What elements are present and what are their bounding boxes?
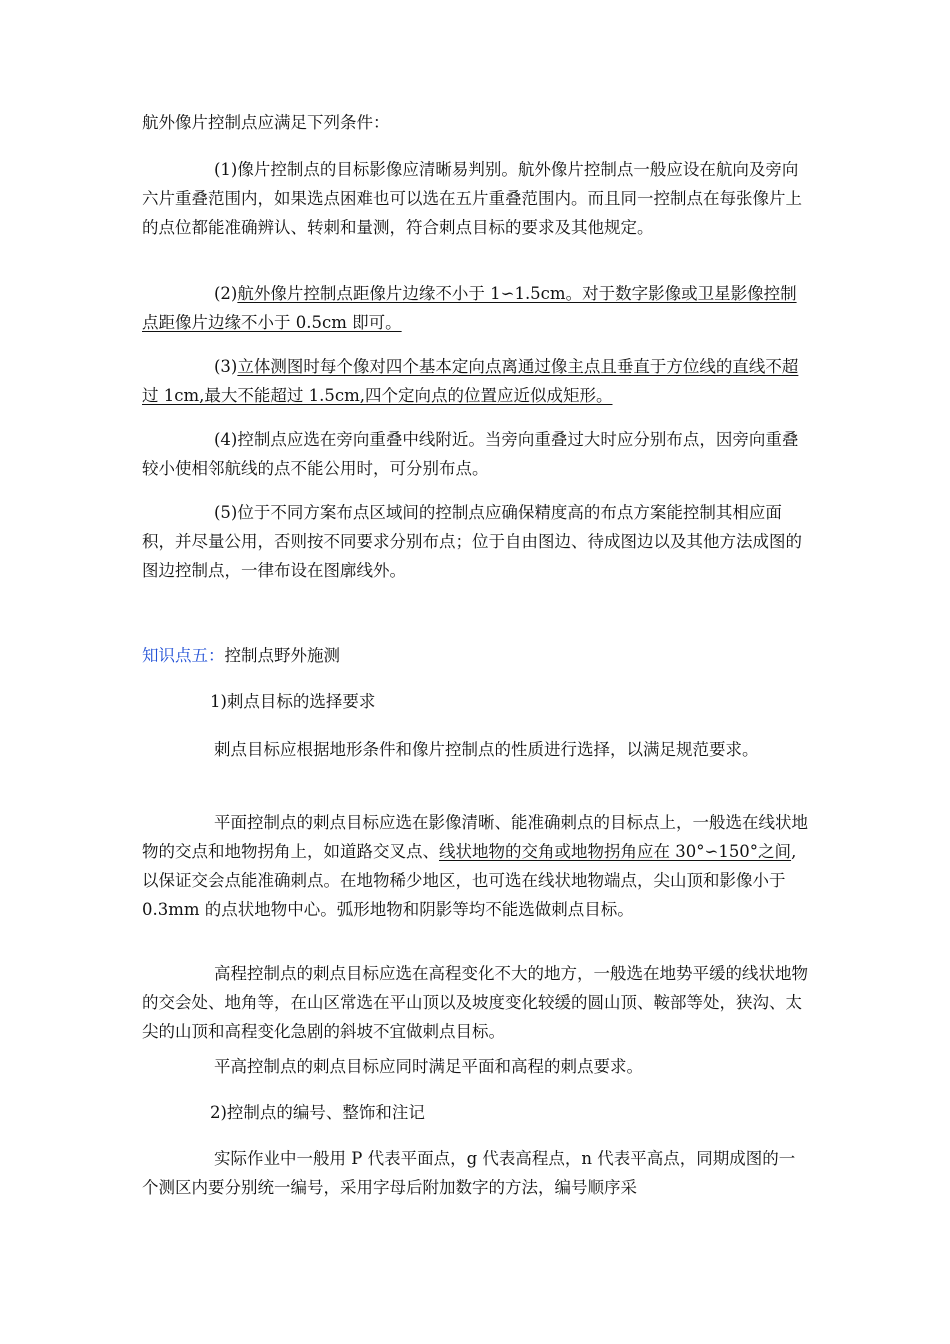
condition-3-num: (3) xyxy=(214,357,238,376)
condition-5-text: 位于不同方案布点区域间的控制点应确保精度高的布点方案能控制其相应面积，并尽量公用，否则按不同要求分别布点；位于自由图边、待成图边以及其他方法成图的图边控制点，一律布设在图廓线外。 xyxy=(142,503,802,580)
condition-4-num: (4) xyxy=(214,430,238,449)
sec1-p2-text-b: ,以保证交会点能准确刺点。在地物稀少地区，也可选在线状地物端点，尖山顶和影像小于 0.3mm 的点状地物中心。弧形地物和阴影等均不能选做刺点目标。 xyxy=(142,842,797,919)
condition-3-text: 立体测图时每个像对四个基本定向点离通过像主点且垂直于方位线的直线不超过 1cm,最大不能超过 1.5cm,四个定向点的位置应近似成矩形。 xyxy=(142,357,799,405)
section-1-paragraph-3: 高程控制点的刺点目标应选在高程变化不大的地方，一般选在地势平缓的线状地物的交会处、地角等，在山区常选在平山顶以及坡度变化较缓的圆山顶、鞍部等处，狭沟、太尖的山顶和高程变化急剧的斜坡不宜做刺点目标。 xyxy=(142,964,808,1041)
condition-1-text: 像片控制点的目标影像应清晰易判别。航外像片控制点一般应设在航向及旁向六片重叠范围内，如果选点困难也可以选在五片重叠范围内。而且同一控制点在每张像片上的点位都能准确辨认、转刺和量测，符合刺点目标的要求及其他规定。 xyxy=(142,160,802,237)
condition-5 xyxy=(142,498,810,585)
condition-2-num: (2) xyxy=(214,284,238,303)
condition-3 xyxy=(142,352,810,410)
knowledge-label: 知识点五： xyxy=(142,646,225,665)
sec1-p2-underlined: 线状地物的交角或地物拐角应在 30°∽150°之间 xyxy=(439,842,792,861)
condition-1-num: (1) xyxy=(214,160,238,179)
condition-4-text: 控制点应选在旁向重叠中线附近。当旁向重叠过大时应分别布点，因旁向重叠较小使相邻航线的点不能公用时，可分别布点。 xyxy=(142,430,799,478)
condition-2 xyxy=(142,279,810,337)
section-1-paragraph-2 xyxy=(142,808,810,924)
condition-2-text: 航外像片控制点距像片边缘不小于 1∽1.5cm。对于数字影像或卫星影像控制点距像片边缘不小于 0.5cm 即可。 xyxy=(142,284,797,332)
condition-5-num: (5) xyxy=(214,503,238,522)
section-2-paragraph-1: 实际作业中一般用 P 代表平面点，g 代表高程点，n 代表平高点，同期成图的一个测区内要分别统一编号，采用字母后附加数字的方法，编号顺序采 xyxy=(142,1149,796,1197)
section-1-paragraph-1: 刺点目标应根据地形条件和像片控制点的性质进行选择，以满足规范要求。 xyxy=(214,740,759,759)
knowledge-heading xyxy=(142,641,340,670)
condition-1 xyxy=(142,155,810,242)
section-1-paragraph-4: 平高控制点的刺点目标应同时满足平面和高程的刺点要求。 xyxy=(214,1057,643,1076)
sec1-p2-text-a: 平面控制点的刺点目标应选在影像清晰、能准确刺点的目标点上，一般选在线状地物的交点和地物拐角上，如道路交叉点、 xyxy=(142,813,808,861)
section-2-title: 2)控制点的编号、整饰和注记 xyxy=(210,1103,425,1122)
knowledge-title: 控制点野外施测 xyxy=(224,646,340,665)
section-1-title: 1)刺点目标的选择要求 xyxy=(210,692,376,711)
intro-text: 航外像片控制点应满足下列条件： xyxy=(142,113,390,132)
condition-4 xyxy=(142,425,810,483)
